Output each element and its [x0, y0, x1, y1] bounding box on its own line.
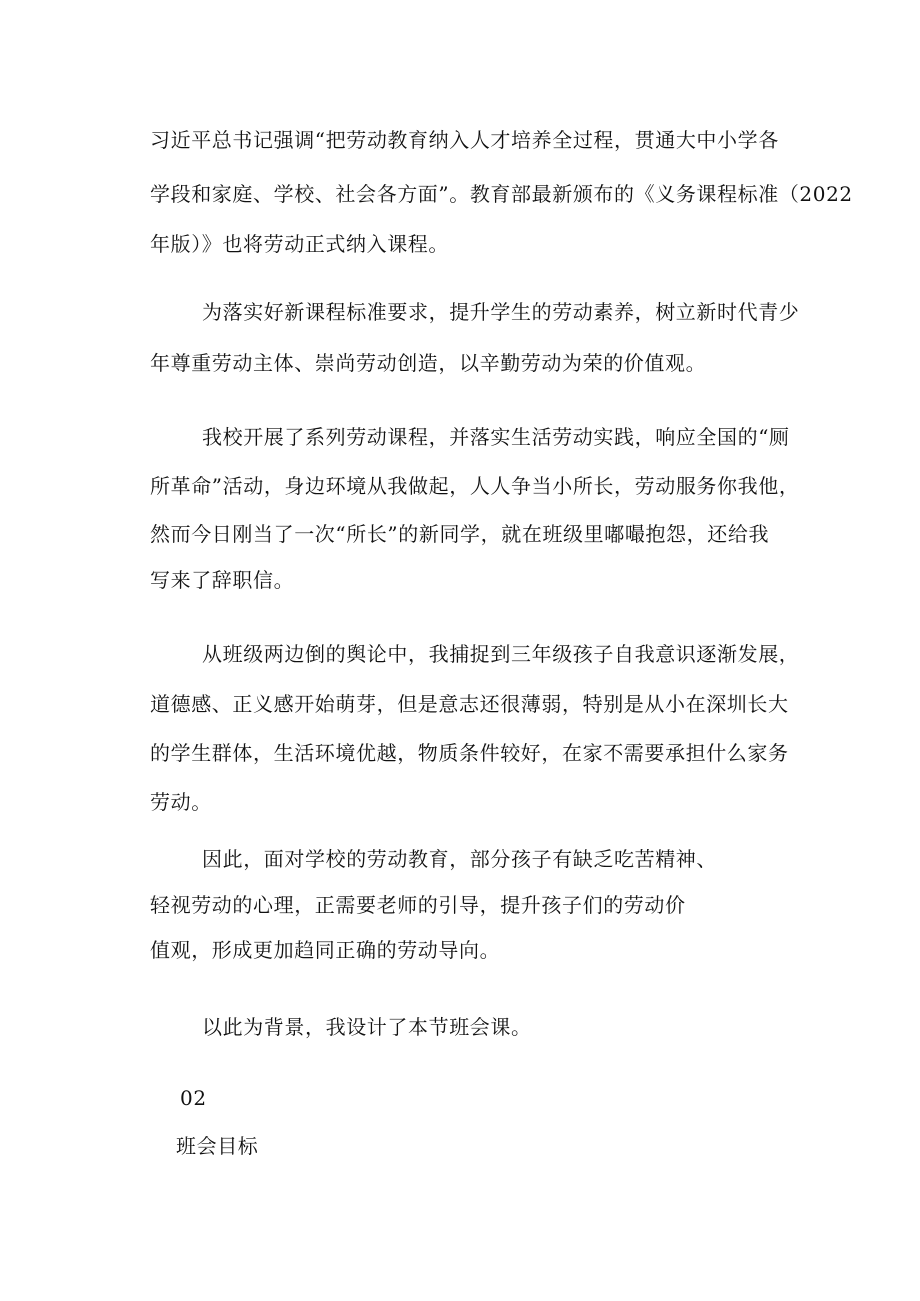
paragraph-2-line-2: 年尊重劳动主体、崇尚劳动创造，以辛勤劳动为荣的价值观。 — [150, 351, 707, 375]
paragraph-1-line-2: 学段和家庭、学校、社会各方面”。教育部最新颁布的《义务课程标准（2022 — [150, 182, 853, 206]
paragraph-4-line-2: 道德感、正义感开始萌芽，但是意志还很薄弱，特别是从小在深圳长大 — [150, 692, 789, 716]
paragraph-3-line-2: 所革命”活动，身边环境从我做起，人人争当小所长，劳动服务你我他， — [150, 474, 800, 498]
section-number: 02 — [180, 1086, 207, 1110]
paragraph-5-line-3: 值观，形成更加趋同正确的劳动导向。 — [150, 938, 501, 962]
paragraph-5-line-2: 轻视劳动的心理，正需要老师的引导，提升孩子们的劳动价 — [150, 893, 686, 917]
paragraph-3-line-1: 我校开展了系列劳动课程，并落实生活劳动实践，响应全国的“厕 — [202, 425, 790, 449]
paragraph-1-line-3: 年版）》也将劳动正式纳入课程。 — [150, 232, 449, 256]
paragraph-4-line-4: 劳动。 — [150, 790, 212, 814]
paragraph-4-line-1: 从班级两边倒的舆论中，我捕捉到三年级孩子自我意识逐渐发展， — [202, 642, 800, 666]
paragraph-3-line-4: 写来了辞职信。 — [150, 568, 295, 592]
paragraph-5-line-1: 因此，面对学校的劳动教育，部分孩子有缺乏吃苦精神、 — [202, 847, 717, 871]
paragraph-6-line-1: 以此为背景，我设计了本节班会课。 — [202, 1015, 532, 1039]
paragraph-1-line-1: 习近平总书记强调“把劳动教育纳入人才培养全过程，贯通大中小学各 — [150, 128, 779, 152]
section-title: 班会目标 — [176, 1134, 259, 1158]
paragraph-4-line-3: 的学生群体，生活环境优越，物质条件较好，在家不需要承担什么家务 — [150, 741, 789, 765]
paragraph-3-line-3: 然而今日刚当了一次“所长”的新同学，就在班级里嘟嘬抱怨，还给我 — [150, 522, 770, 546]
paragraph-2-line-1: 为落实好新课程标准要求，提升学生的劳动素养，树立新时代青少 — [202, 300, 800, 324]
